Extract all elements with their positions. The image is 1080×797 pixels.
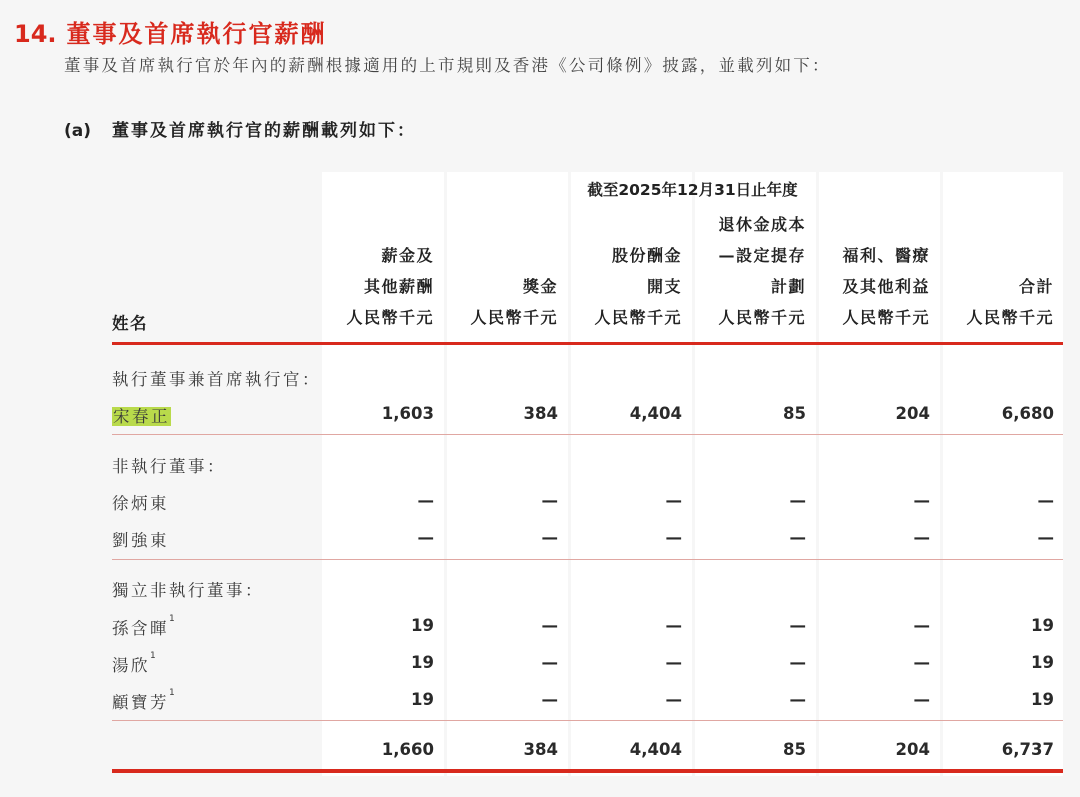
col-header-line: 薪金及: [381, 246, 434, 265]
group-heading-independent: 獨立非執行董事：: [112, 581, 264, 600]
total-pension: 85: [783, 740, 806, 759]
col-header-total: [924, 271, 1054, 333]
cell-pension: —: [789, 690, 806, 709]
cell-benefits: —: [913, 690, 930, 709]
cell-total: 19: [1031, 690, 1054, 709]
cell-share-comp: 4,404: [629, 404, 682, 423]
col-header-line: 開支: [646, 277, 682, 296]
cell-pension: —: [789, 616, 806, 635]
group-heading-non-executive: 非執行董事：: [112, 457, 226, 476]
cell-salary: —: [417, 491, 434, 510]
col-header-line: 合計: [1018, 277, 1054, 296]
cell-total: 19: [1031, 616, 1054, 635]
row-name: [112, 403, 171, 427]
col-header-line: 福利、醫療: [842, 246, 930, 265]
col-header-benefits: [800, 240, 930, 333]
total-rule: [112, 769, 1063, 773]
subsection-label: (a): [64, 121, 92, 141]
cell-total: —: [1037, 491, 1054, 510]
total-share-comp: 4,404: [629, 740, 682, 759]
row-name-text: 湯欣: [112, 656, 150, 675]
cell-salary: —: [417, 528, 434, 547]
group-divider: [112, 720, 1063, 721]
cell-bonus: —: [541, 491, 558, 510]
section-title: [14, 14, 327, 49]
cell-bonus: —: [541, 653, 558, 672]
total-salary: 1,660: [381, 740, 434, 759]
row-name: [112, 615, 175, 639]
row-name: [112, 652, 156, 676]
col-header-line: 退休金成本: [718, 215, 806, 234]
row-name: 劉強東: [112, 531, 169, 550]
cell-pension: —: [789, 653, 806, 672]
cell-bonus: —: [541, 528, 558, 547]
cell-total: —: [1037, 528, 1054, 547]
name-column-header: 姓名: [112, 314, 148, 333]
col-header-unit: 人民幣千元: [842, 308, 930, 327]
group-divider: [112, 434, 1063, 435]
col-header-unit: 人民幣千元: [594, 308, 682, 327]
section-intro: 董事及首席執行官於年內的薪酬根據適用的上市規則及香港《公司條例》披露，並載列如下：: [64, 56, 831, 75]
cell-share-comp: —: [665, 653, 682, 672]
cell-bonus: —: [541, 616, 558, 635]
cell-bonus: —: [541, 690, 558, 709]
col-header-share-comp: [552, 240, 682, 333]
cell-share-comp: —: [665, 616, 682, 635]
subsection-heading: [64, 116, 416, 141]
cell-salary: 19: [411, 653, 434, 672]
col-header-unit: 人民幣千元: [470, 308, 558, 327]
cell-bonus: 384: [523, 404, 558, 423]
cell-benefits: —: [913, 491, 930, 510]
cell-share-comp: —: [665, 690, 682, 709]
cell-salary: 19: [411, 616, 434, 635]
col-header-line: 股份酬金: [611, 246, 682, 265]
total-benefits: 204: [895, 740, 930, 759]
footnote-marker: 1: [169, 614, 175, 624]
cell-benefits: 204: [895, 404, 930, 423]
cell-benefits: —: [913, 653, 930, 672]
cell-pension: 85: [783, 404, 806, 423]
cell-total: 6,680: [1001, 404, 1054, 423]
cell-salary: 1,603: [381, 404, 434, 423]
col-header-salary: [304, 240, 434, 333]
subsection-title: 董事及首席執行官的薪酬載列如下：: [112, 121, 416, 141]
col-header-pension: [676, 209, 806, 333]
group-divider: [112, 559, 1063, 560]
col-header-unit: 人民幣千元: [718, 308, 806, 327]
period-header: 截至2025年12月31日止年度: [587, 181, 798, 199]
cell-pension: —: [789, 528, 806, 547]
row-name: 徐炳東: [112, 494, 169, 513]
col-header-line: 計劃: [770, 277, 806, 296]
row-name: [112, 689, 175, 713]
row-name-text: 孫含暉: [112, 619, 169, 638]
col-header-line: —設定提存: [718, 246, 806, 265]
cell-benefits: —: [913, 616, 930, 635]
col-header-bonus: [428, 271, 558, 333]
name-highlight: 宋春正: [113, 407, 170, 426]
total-bonus: 384: [523, 740, 558, 759]
header-rule: [112, 342, 1063, 345]
row-name-text: 顧寶芳: [112, 693, 169, 712]
total-total: 6,737: [1001, 740, 1054, 759]
col-header-line: 獎金: [522, 277, 558, 296]
column-gap: [940, 172, 943, 776]
cell-pension: —: [789, 491, 806, 510]
cell-total: 19: [1031, 653, 1054, 672]
section-number: 14.: [14, 20, 57, 48]
footnote-marker: 1: [169, 688, 175, 698]
section-title-text: 董事及首席執行官薪酬: [66, 20, 327, 48]
group-heading-executive: 執行董事兼首席執行官：: [112, 370, 321, 389]
cell-share-comp: —: [665, 528, 682, 547]
cell-share-comp: —: [665, 491, 682, 510]
col-header-unit: 人民幣千元: [966, 308, 1054, 327]
col-header-line: 及其他利益: [842, 277, 930, 296]
col-header-unit: 人民幣千元: [346, 308, 434, 327]
cell-benefits: —: [913, 528, 930, 547]
column-gap: [444, 172, 447, 776]
cell-salary: 19: [411, 690, 434, 709]
col-header-line: 其他薪酬: [363, 277, 434, 296]
footnote-marker: 1: [150, 651, 156, 661]
